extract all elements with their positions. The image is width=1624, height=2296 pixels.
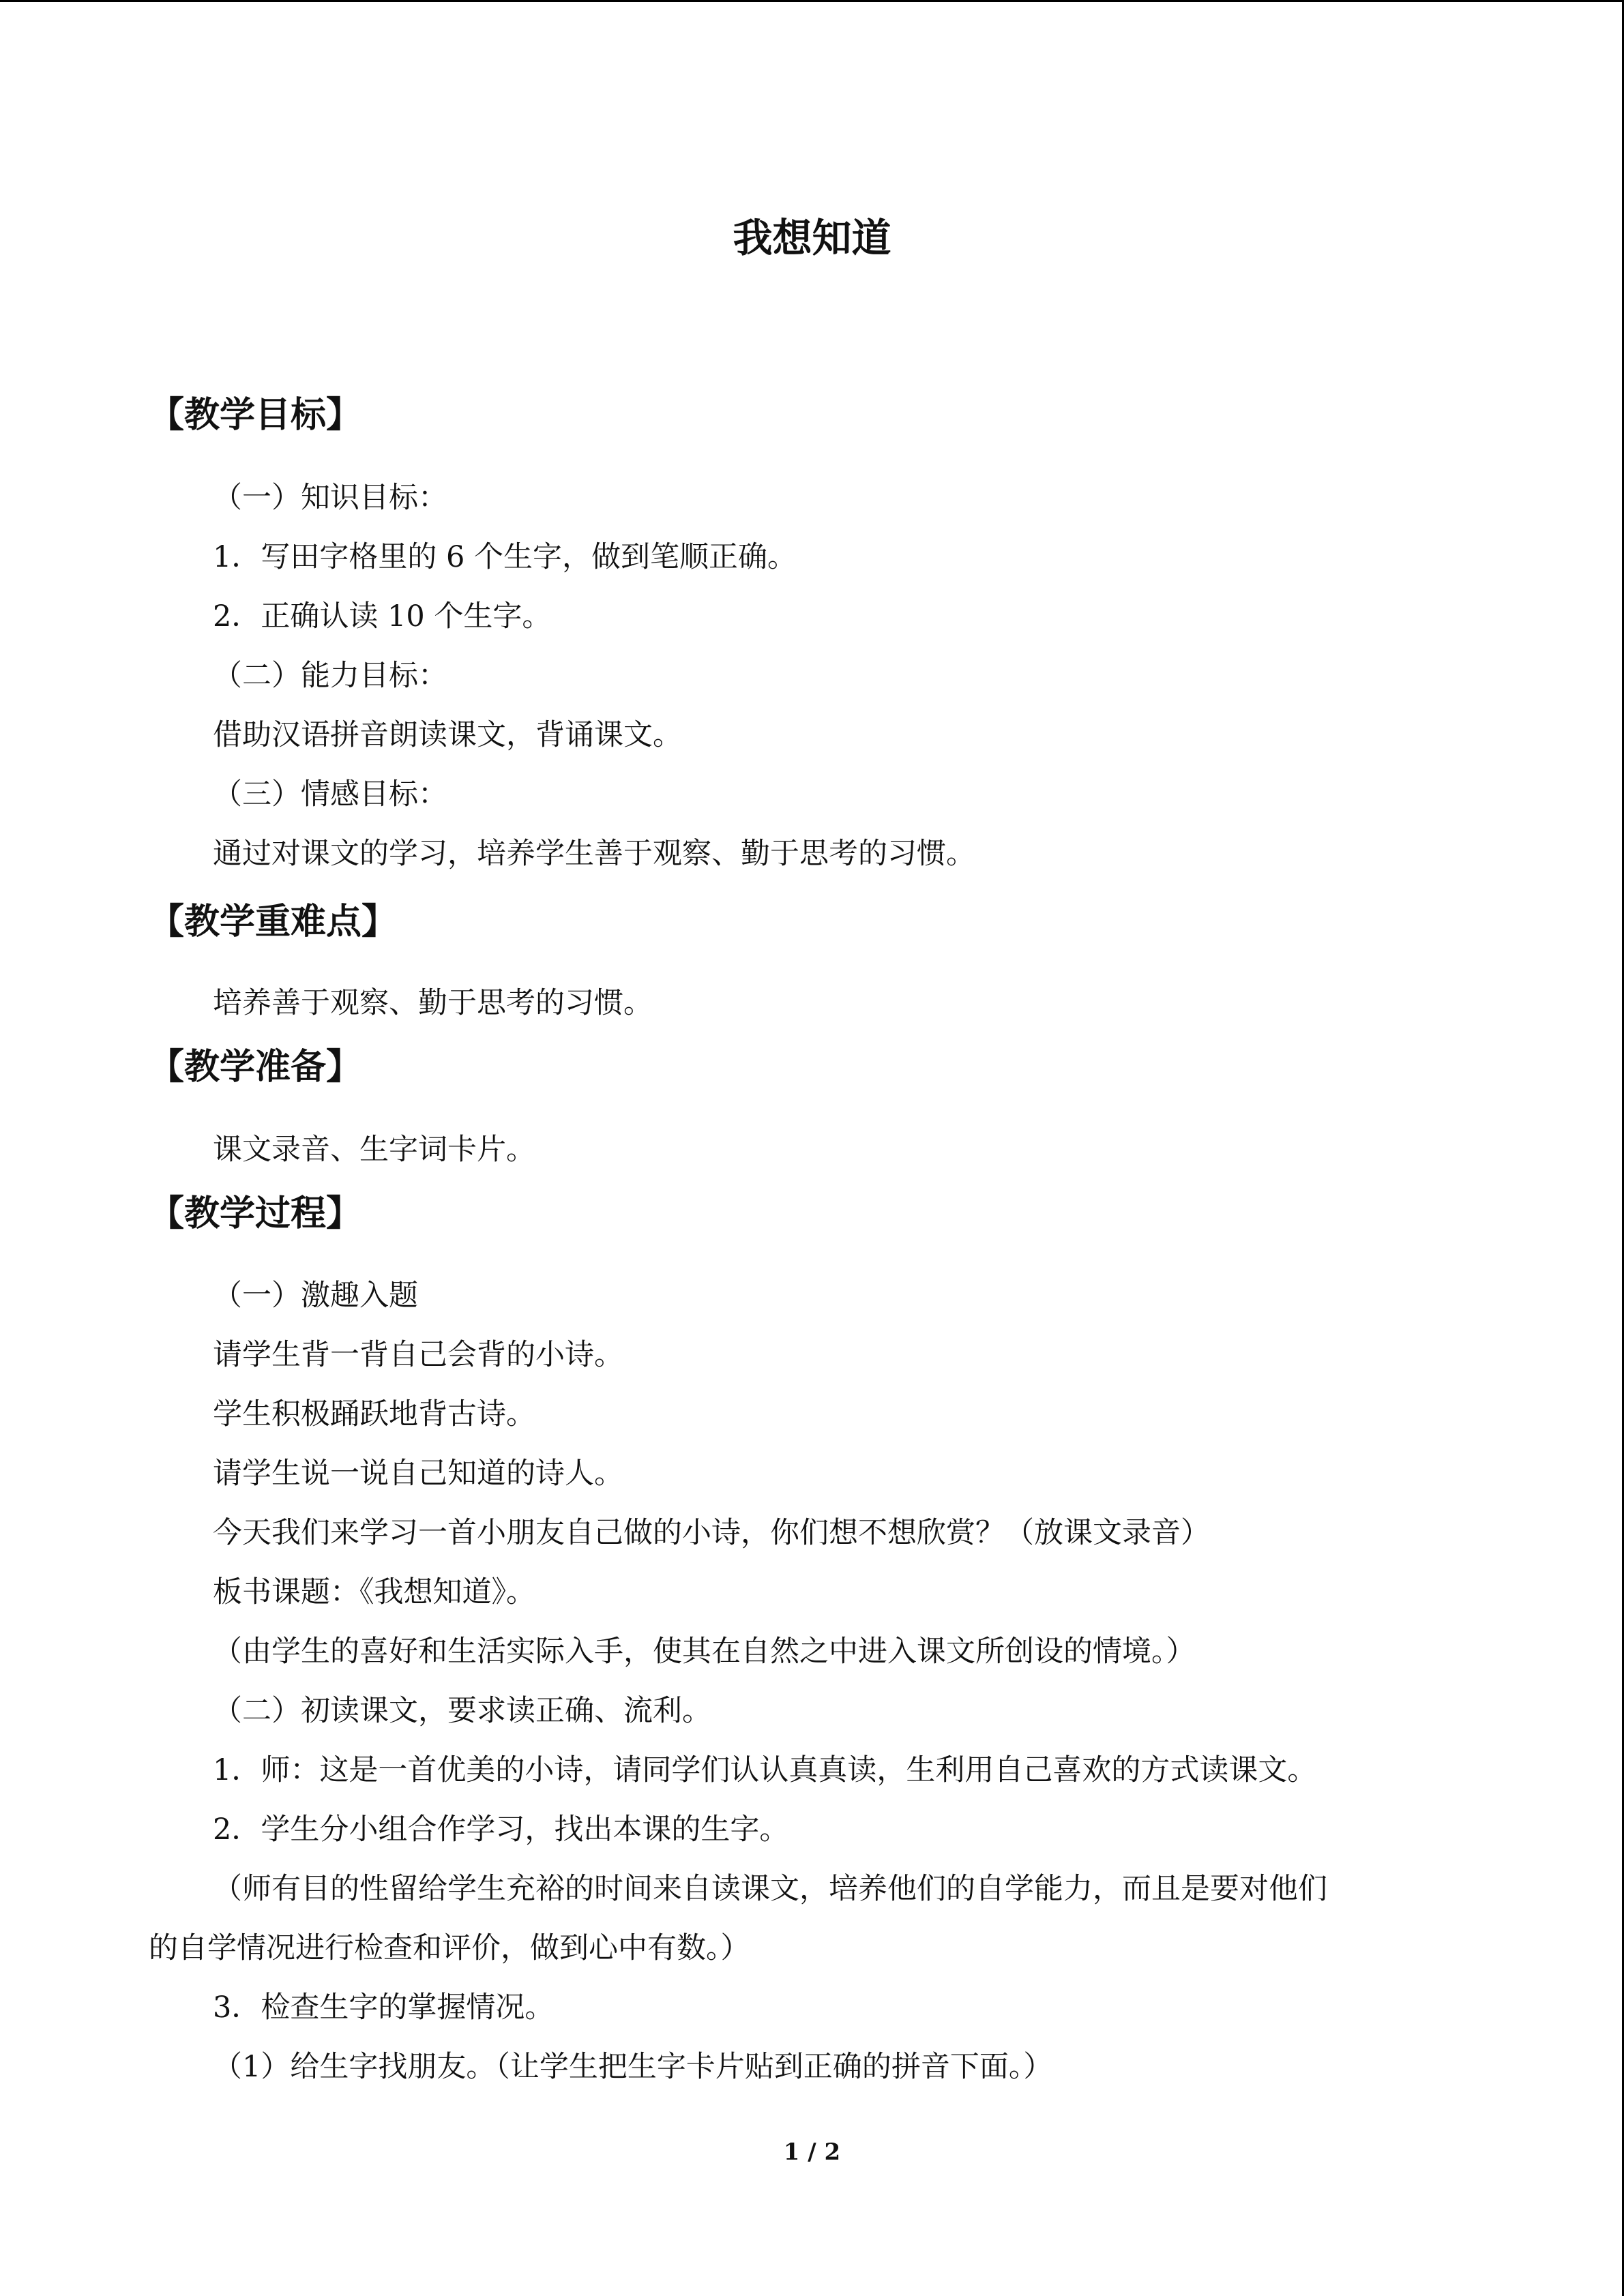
paragraph-line: 3．检查生字的掌握情况。 [213,1991,555,2025]
page-number: 1 / 2 [783,2138,841,2166]
paragraph-line: 2．学生分小组合作学习，找出本课的生字。 [213,1813,789,1847]
paragraph-line: 借助汉语拼音朗读课文，背诵课文。 [213,718,682,752]
paragraph-line: 2．正确认读 10 个生字。 [213,599,552,633]
section-heading-preparation: 【教学准备】 [149,1047,362,1088]
paragraph-line: （三）情感目标： [213,777,447,811]
paragraph-line: 请学生说一说自己知道的诗人。 [213,1457,623,1491]
section-heading-goals: 【教学目标】 [149,395,362,436]
paragraph-line: 板书课题：《我想知道》。 [213,1575,535,1609]
paragraph-line: 课文录音、生字词卡片。 [213,1133,535,1167]
document-title: 我想知道 [733,215,891,261]
paragraph-line: （一）知识目标： [213,481,447,515]
paragraph-line: 的自学情况进行检查和评价，做到心中有数。） [149,1931,750,1965]
paragraph-line: 1．师：这是一首优美的小诗，请同学们认认真真读，生利用自己喜欢的方式读课文。 [213,1753,1317,1787]
paragraph-line: （由学生的喜好和生活实际入手，使其在自然之中进入课文所创设的情境。） [213,1635,1196,1669]
paragraph-line: 通过对课文的学习，培养学生善于观察、勤于思考的习惯。 [213,837,975,871]
paragraph-line: （二）初读课文，要求读正确、流利。 [213,1694,711,1728]
paragraph-line: （一）激趣入题 [213,1279,418,1313]
section-heading-process: 【教学过程】 [149,1193,362,1234]
paragraph-line: （二）能力目标： [213,659,447,693]
paragraph-line: （师有目的性留给学生充裕的时间来自读课文，培养他们的自学能力，而且是要对他们 [213,1872,1327,1906]
section-heading-key-points: 【教学重难点】 [149,901,398,942]
paragraph-line: 1．写田字格里的 6 个生字，做到笔顺正确。 [213,540,797,574]
paragraph-line: 今天我们来学习一首小朋友自己做的小诗，你们想不想欣赏？（放课文录音） [213,1516,1210,1550]
paragraph-line: 学生积极踊跃地背古诗。 [213,1397,535,1431]
paragraph-line: 请学生背一背自己会背的小诗。 [213,1338,623,1372]
paragraph-line: 培养善于观察、勤于思考的习惯。 [213,986,653,1020]
paragraph-line: （1）给生字找朋友。（让学生把生字卡片贴到正确的拼音下面。） [213,2050,1053,2084]
